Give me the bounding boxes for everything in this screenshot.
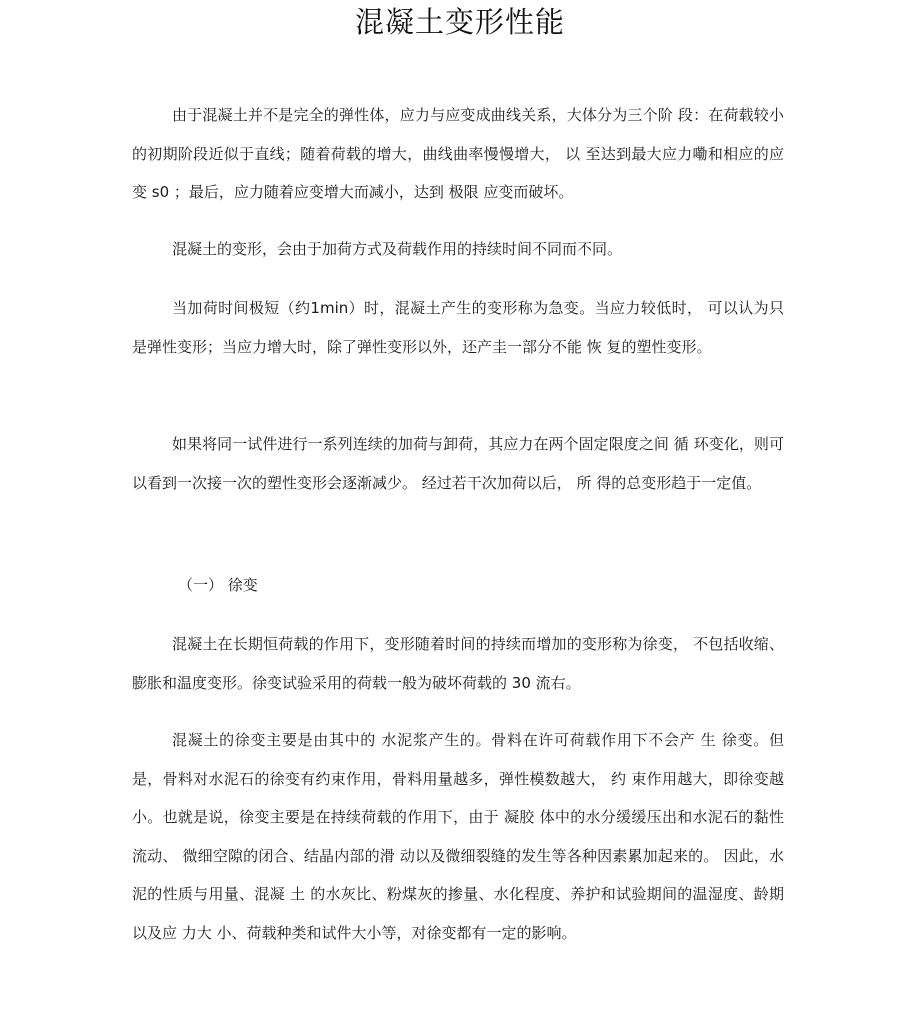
- section-heading-creep: （一） 徐变: [178, 576, 258, 594]
- paragraph-creep-definition: 混凝土在长期恒荷载的作用下，变形随着时间的持续而增加的变形称为徐变， 不包括收缩、膨胀和温度变形。徐变试验采用的荷载一般为破坏荷载的 30 流右。: [132, 635, 784, 692]
- paragraph-deformation-loading: 混凝土的变形，会由于加荷方式及荷载作用的持续时间不同而不同。: [172, 240, 623, 258]
- paragraph-cyclic-loading: 如果将同一试件进行一系列连续的加荷与卸荷，其应力在两个固定限度之间 循 环变化，则可以看到一次接一次的塑性变形会逐渐减少。 经过若干次加荷以后， 所 得的总变形趋于一定值。: [132, 435, 784, 492]
- paragraph-instant-deformation: 当加荷时间极短（约1min）时，混凝土产生的变形称为急变。当应力较低时， 可以认为只是弹性变形；当应力增大时，除了弹性变形以外，还产圭一部分不能 恢 复的塑性变形。: [132, 299, 784, 356]
- paragraph-stress-strain: 由于混凝土并不是完全的弹性体，应力与应变成曲线关系，大体分为三个阶 段：在荷载较小的初期阶段近似于直线；随着荷载的增大，曲线曲率慢慢增大， 以 至达到最大应力嘞和相应的应变 s0 ；最后，应力随着应变增大而减小，达到 极限 应变而破坏。: [132, 106, 784, 201]
- page-title: 混凝土变形性能: [354, 5, 565, 39]
- paragraph-creep-causes: 混凝土的徐变主要是由其中的 水泥浆产生的。骨料在许可荷载作用下不会产 生 徐变。但是，骨料对水泥石的徐变有约束作用，骨料用量越多，弹性模数越大， 约 束作用越大，即徐变越小。也就是说，徐变主要是在持续荷载的作用下，由于 凝胶 体中的水分缓缓压出和水泥石的黏性流动、 微细空隙的闭合、结晶内部的滑 动以及微细裂缝的发生等各种因素累加起来的。 因此，水泥的性质与用量、混凝 土 的水灰比、粉煤灰的掺量、水化程度、养护和试验期间的温湿度、龄期以及应 力大 小、荷载种类和试件大小等，对徐变都有一定的影响。: [132, 731, 784, 942]
